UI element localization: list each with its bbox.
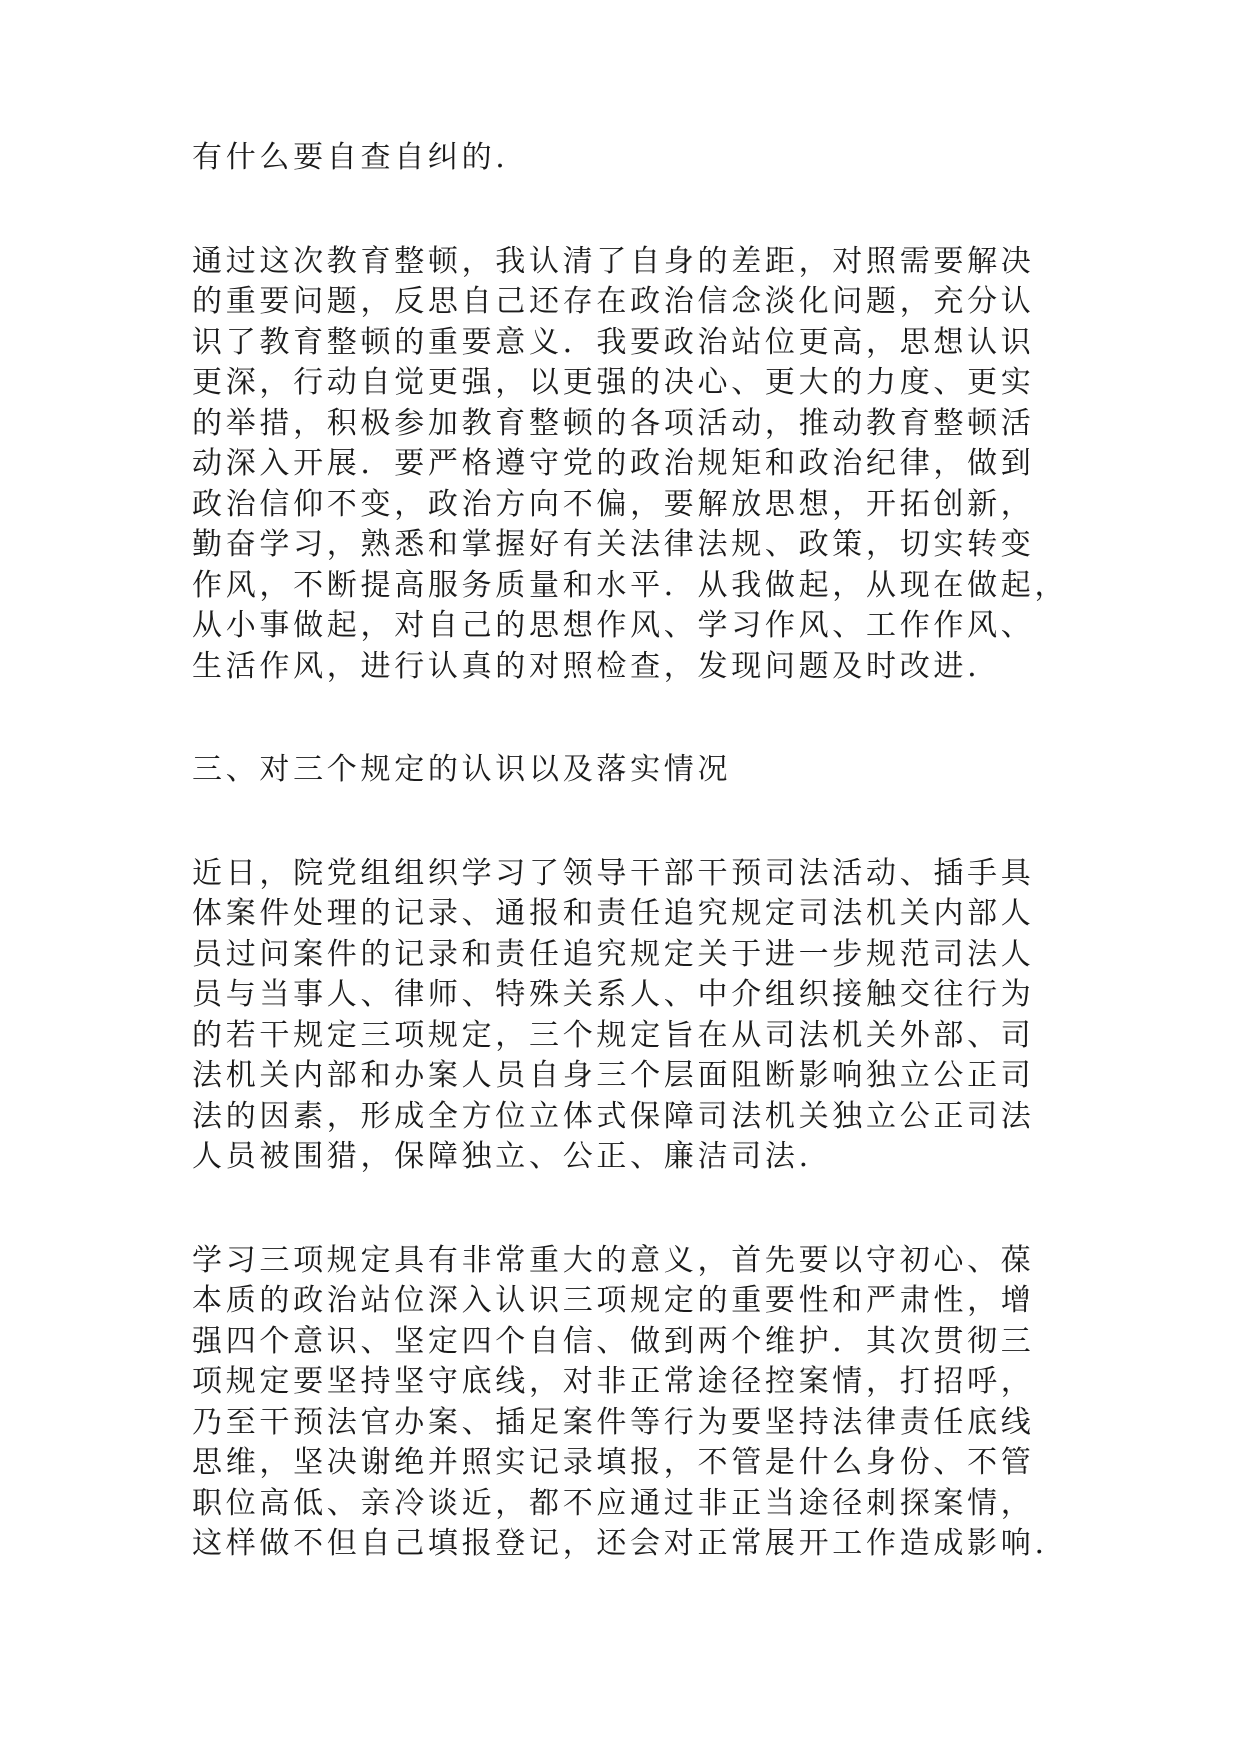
document-page [192, 138, 1072, 1565]
text-line: 思维，坚决谢绝并照实记录填报，不管是什么身份、不管 [192, 1445, 1035, 1480]
text-line: 这样做不但自己填报登记，还会对正常展开工作造成影响. [192, 1526, 1048, 1561]
text-line: 法机关内部和办案人员自身三个层面阻断影响独立公正司 [192, 1058, 1035, 1093]
text-line: 动深入开展．要严格遵守党的政治规矩和政治纪律，做到 [192, 446, 1035, 481]
paragraph-gap [192, 1178, 1072, 1241]
text-line: 的重要问题，反思自己还存在政治信念淡化问题，充分认 [192, 284, 1035, 319]
text-line: 通过这次教育整顿，我认清了自身的差距，对照需要解决 [192, 243, 1035, 279]
text-line: 人员被围猎，保障独立、公正、廉洁司法. [192, 1139, 812, 1174]
text-line: 法的因素，形成全方位立体式保障司法机关独立公正司法 [192, 1098, 1035, 1134]
text-line: 近日，院党组组织学习了领导干部干预司法活动、插手具 [192, 855, 1035, 891]
text-line: 勤奋学习，熟悉和掌握好有关法律法规、政策，切实转变 [192, 527, 1035, 562]
section-heading [192, 750, 1072, 791]
text-line: 的若干规定三项规定，三个规定旨在从司法机关外部、司 [192, 1017, 1035, 1053]
paragraph-1 [192, 138, 1072, 179]
paragraph-2 [192, 242, 1072, 688]
text-line: 项规定要坚持坚守底线，对非正常途径控案情，打招呼， [192, 1364, 1035, 1399]
text-line: 员过问案件的记录和责任追究规定关于进一步规范司法人 [192, 936, 1035, 972]
text-line: 识了教育整顿的重要意义．我要政治站位更高，思想认识 [192, 324, 1035, 360]
text-line: 员与当事人、律师、特殊关系人、中介组织接触交往行为 [192, 977, 1035, 1012]
paragraph-4 [192, 854, 1072, 1178]
text-line: 更深，行动自觉更强，以更强的决心、更大的力度、更实 [192, 365, 1035, 400]
text-line: 职位高低、亲冷谈近，都不应通过非正当途径刺探案情， [192, 1485, 1035, 1521]
text-line: 强四个意识、坚定四个自信、做到两个维护．其次贯彻三 [192, 1323, 1035, 1359]
text-line: 乃至干预法官办案、插足案件等行为要坚持法律责任底线 [192, 1404, 1035, 1440]
text-line: 作风，不断提高服务质量和水平．从我做起，从现在做起， [192, 567, 1069, 603]
text-line: 的举措，积极参加教育整顿的各项活动，推动教育整顿活 [192, 405, 1035, 441]
text-line: 学习三项规定具有非常重大的意义，首先要以守初心、葆 [192, 1242, 1035, 1278]
paragraph-5 [192, 1241, 1072, 1565]
heading-line: 三、对三个规定的认识以及落实情况 [192, 752, 732, 787]
text-line: 生活作风，进行认真的对照检查，发现问题及时改进. [192, 648, 981, 684]
paragraph-gap [192, 791, 1072, 854]
paragraph-gap [192, 179, 1072, 242]
paragraph-gap [192, 687, 1072, 750]
text-line: 体案件处理的记录、通报和责任追究规定司法机关内部人 [192, 896, 1035, 931]
text-line: 从小事做起，对自己的思想作风、学习作风、工作作风、 [192, 608, 1035, 643]
text-line: 政治信仰不变，政治方向不偏，要解放思想，开拓创新， [192, 486, 1035, 522]
text-line: 有什么要自查自纠的. [192, 140, 509, 175]
text-line: 本质的政治站位深入认识三项规定的重要性和严肃性，增 [192, 1283, 1035, 1318]
